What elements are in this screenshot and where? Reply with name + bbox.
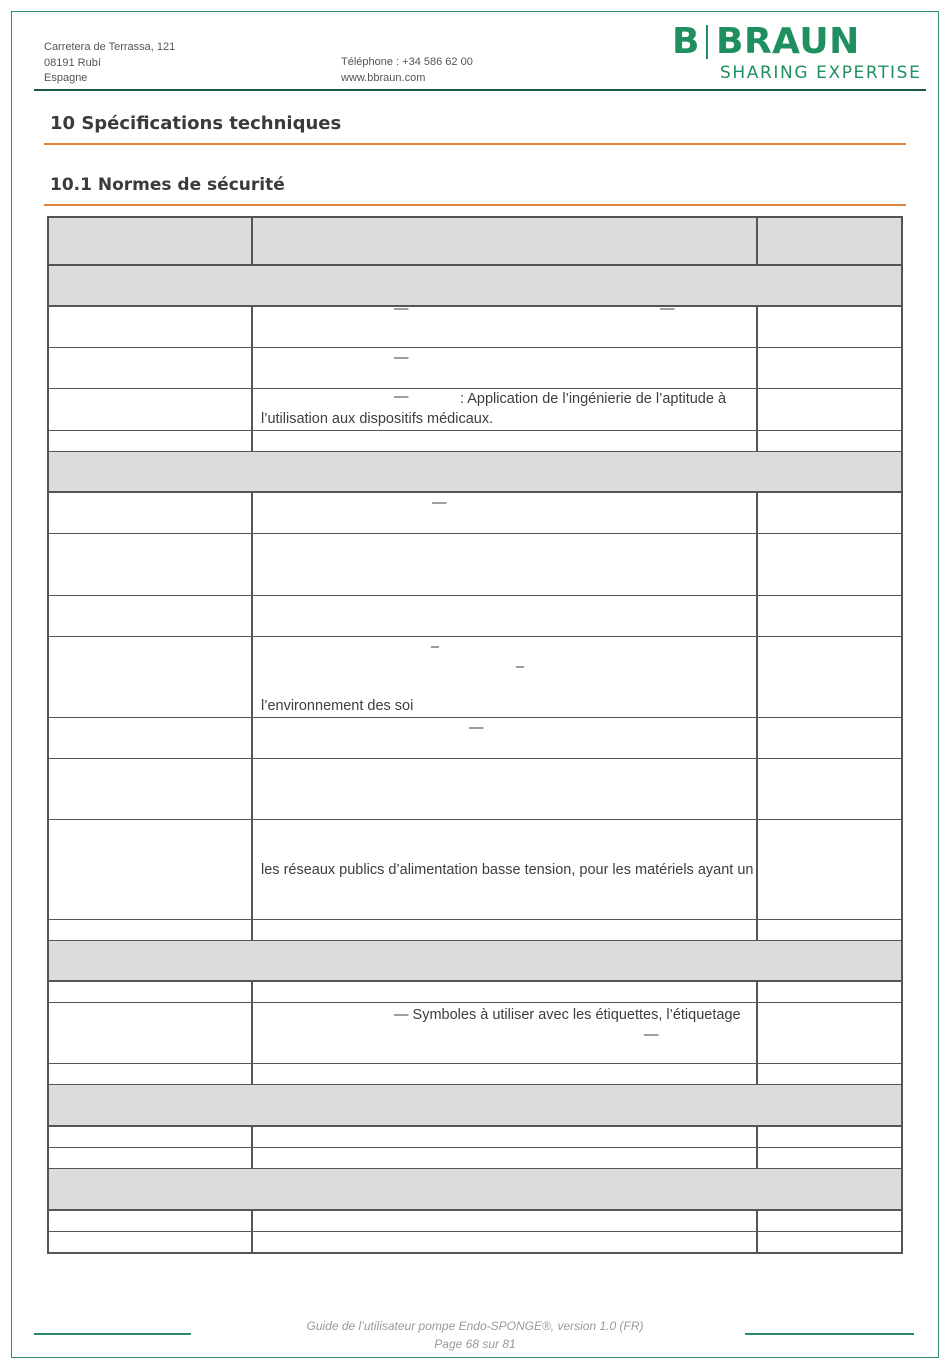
column-divider	[251, 493, 253, 533]
dash-text: —	[644, 1027, 659, 1043]
company-contact	[341, 55, 473, 86]
column-divider	[756, 759, 758, 819]
column-divider	[756, 920, 758, 940]
column-divider	[756, 389, 758, 430]
table-row	[49, 718, 901, 759]
table-row	[49, 1232, 901, 1252]
column-divider	[756, 982, 758, 1002]
column-divider	[756, 1211, 758, 1231]
usability-text: : Application de l’ingénierie de l’aptitude à	[460, 391, 727, 407]
footer-rule-left	[34, 1333, 191, 1335]
table-row	[49, 982, 901, 1003]
table-header-row	[49, 218, 901, 266]
column-divider	[251, 759, 253, 819]
column-divider	[251, 218, 253, 264]
table-section-row	[49, 941, 901, 982]
address-line: Carretera de Terrassa, 121	[44, 41, 176, 53]
footer-document-title: Guide de l’utilisateur pompe Endo-SPONGE®, version 1.0 (FR)	[306, 1319, 644, 1333]
column-divider	[251, 1064, 253, 1084]
column-divider	[756, 718, 758, 758]
dash-text: —	[394, 350, 409, 366]
table-section-row	[49, 1169, 901, 1211]
symbols-text: — Symboles à utiliser avec les étiquettes, l’étiquetage	[394, 1007, 741, 1023]
column-divider	[251, 718, 253, 758]
table-section-row	[49, 452, 901, 493]
table-row	[49, 637, 901, 718]
usability-text-2: l’utilisation aux dispositifs médicaux.	[261, 411, 494, 427]
networks-text: les réseaux publics d’alimentation basse tension, pour les matériels ayant un	[261, 862, 754, 878]
table-row	[49, 389, 901, 431]
standards-table	[47, 216, 903, 1254]
column-divider	[251, 1232, 253, 1252]
section-heading-rule	[44, 143, 906, 145]
column-divider	[251, 534, 253, 595]
table-row	[49, 1127, 901, 1148]
logo-divider	[706, 25, 708, 59]
dash-text: —	[394, 301, 409, 317]
table-row	[49, 759, 901, 820]
dash-text: –	[431, 639, 440, 655]
column-divider	[756, 1003, 758, 1063]
phone-text: Téléphone : +34 586 62 00	[341, 56, 473, 68]
column-divider	[756, 820, 758, 919]
footer-rule-right	[745, 1333, 914, 1335]
section-heading: 10 Spécifications techniques	[50, 113, 342, 134]
table-row	[49, 348, 901, 389]
table-row	[49, 820, 901, 920]
table-row	[49, 1003, 901, 1064]
column-divider	[756, 534, 758, 595]
column-divider	[756, 1064, 758, 1084]
table-row	[49, 1064, 901, 1085]
column-divider	[756, 348, 758, 388]
dash-text: —	[394, 389, 409, 405]
table-row	[49, 301, 901, 348]
header-divider	[34, 89, 926, 91]
column-divider	[756, 596, 758, 636]
table-row	[49, 431, 901, 452]
column-divider	[756, 1232, 758, 1252]
bbraun-logo	[672, 21, 922, 86]
table-row	[49, 534, 901, 596]
column-divider	[756, 493, 758, 533]
dash-text: —	[432, 495, 447, 511]
company-address	[44, 40, 175, 87]
column-divider	[756, 218, 758, 264]
table-row	[49, 920, 901, 941]
table-section-row	[49, 1085, 901, 1127]
column-divider	[251, 431, 253, 451]
column-divider	[251, 920, 253, 940]
address-line: 08191 Rubí	[44, 56, 101, 69]
dash-text: —	[469, 720, 484, 736]
column-divider	[251, 1003, 253, 1063]
column-divider	[251, 307, 253, 347]
column-divider	[756, 1127, 758, 1147]
subsection-heading-rule	[44, 204, 906, 206]
dash-text: —	[660, 301, 675, 317]
column-divider	[756, 637, 758, 717]
column-divider	[251, 389, 253, 430]
table-row	[49, 493, 901, 534]
website-text: www.bbraun.com	[341, 71, 426, 84]
address-line: Espagne	[44, 72, 88, 84]
column-divider	[251, 1127, 253, 1147]
table-row	[49, 596, 901, 637]
table-section-row	[49, 266, 901, 307]
column-divider	[251, 982, 253, 1002]
table-row	[49, 1148, 901, 1169]
environment-text: l’environnement des soi	[261, 698, 414, 714]
column-divider	[251, 1148, 253, 1168]
column-divider	[251, 637, 253, 717]
column-divider	[251, 596, 253, 636]
dash-text: –	[516, 659, 525, 675]
logo-mark-b: B	[672, 21, 700, 62]
footer-page-number: Page 68 sur 81	[434, 1337, 516, 1351]
column-divider	[756, 307, 758, 347]
column-divider	[251, 820, 253, 919]
column-divider	[756, 1148, 758, 1168]
subsection-heading: 10.1 Normes de sécurité	[50, 175, 285, 195]
column-divider	[756, 431, 758, 451]
column-divider	[251, 1211, 253, 1231]
logo-mark-braun: BRAUN	[716, 21, 860, 62]
logo-tagline: SHARING EXPERTISE	[720, 63, 922, 83]
column-divider	[251, 348, 253, 388]
table-row	[49, 1211, 901, 1232]
